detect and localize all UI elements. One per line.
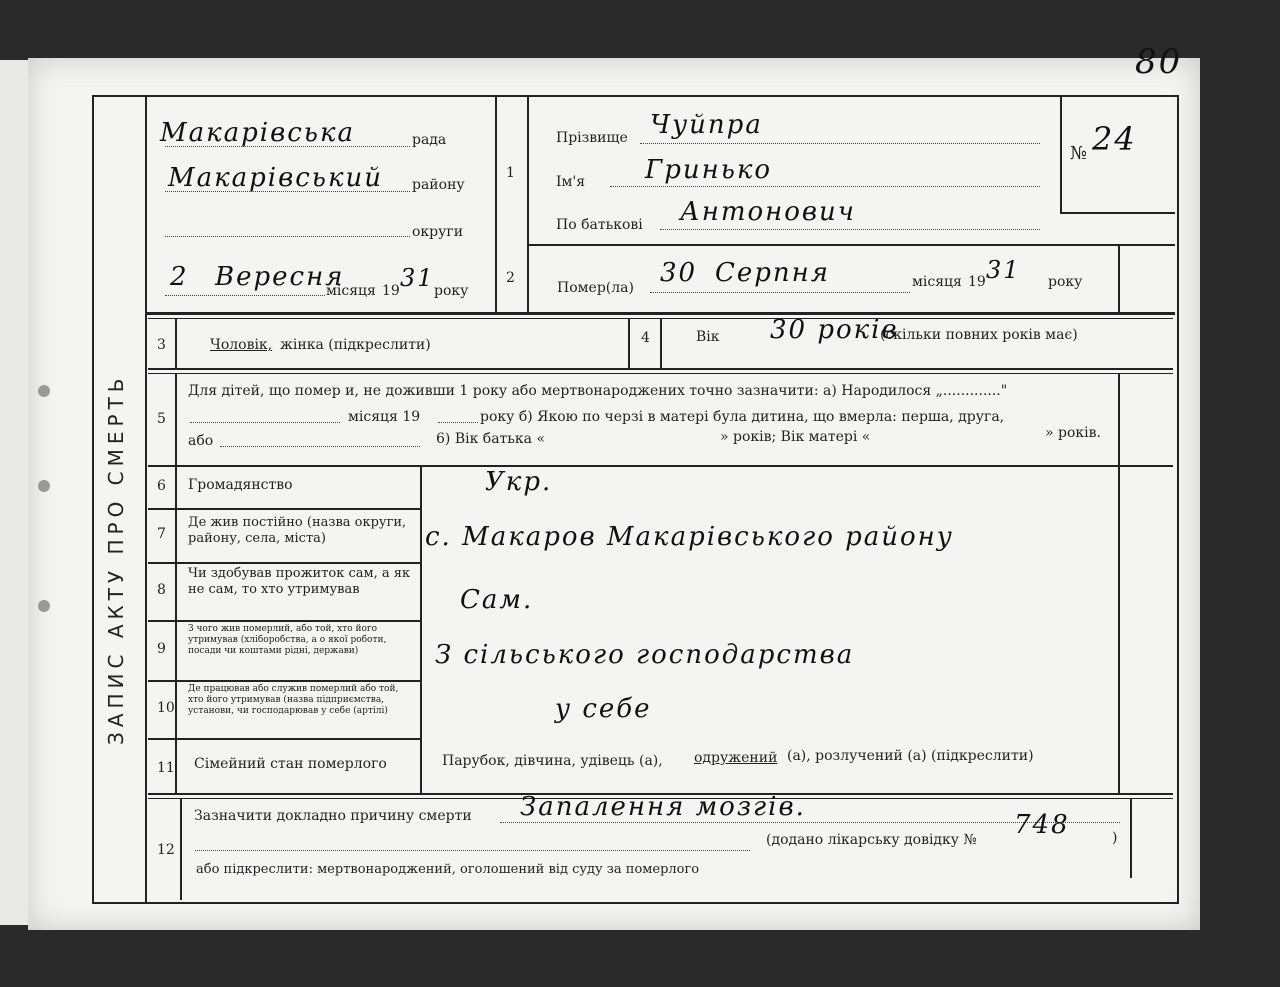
died-label: Помер(ла) xyxy=(557,280,634,296)
cause-value: Запалення мозгів. xyxy=(520,792,806,822)
source-value: З сільського господарства xyxy=(435,640,855,670)
residence-value: с. Макаров Макарівського району xyxy=(425,522,954,552)
surname-value: Чуйпра xyxy=(650,110,763,140)
livelihood-value: Сам. xyxy=(460,585,534,615)
married-option: одружений xyxy=(694,750,778,766)
date-day: 2 xyxy=(170,262,189,292)
page-binding-strip xyxy=(0,60,30,925)
raion-label: району xyxy=(412,177,465,193)
died-month: Серпня xyxy=(715,258,831,288)
patronymic-label: По батькові xyxy=(556,217,643,233)
record-no-label: № xyxy=(1070,143,1088,164)
date-year: 31 xyxy=(400,264,435,292)
rada-label: рада xyxy=(412,132,447,148)
name-label: Ім'я xyxy=(556,174,586,190)
date-month-label: місяця xyxy=(326,283,376,299)
record-no-value: 24 xyxy=(1092,120,1137,158)
surname-label: Прізвище xyxy=(556,130,628,146)
date-month: Вересня xyxy=(215,262,345,292)
rada-value: Макарівська xyxy=(160,118,355,148)
page-number: 80 xyxy=(1135,42,1183,82)
died-year: 31 xyxy=(986,256,1021,284)
punch-hole xyxy=(38,385,50,397)
age-label: Вік xyxy=(696,329,720,345)
male-option: Чоловік, xyxy=(210,337,273,353)
certificate-number: 748 xyxy=(1014,810,1070,840)
workplace-value: у себе xyxy=(555,694,652,724)
okrug-label: округи xyxy=(412,224,464,240)
punch-hole xyxy=(38,600,50,612)
age-value: 30 років xyxy=(770,315,899,345)
patronymic-value: Антонович xyxy=(680,197,856,227)
died-day: 30 xyxy=(660,258,698,288)
side-title: ЗАПИС АКТУ ПРО СМЕРТЬ xyxy=(104,373,128,745)
punch-hole xyxy=(38,480,50,492)
citizenship-value: Укр. xyxy=(485,467,553,497)
name-value: Гринько xyxy=(645,155,773,185)
date-year-label: року xyxy=(434,283,469,299)
raion-value: Макарівський xyxy=(168,163,383,193)
